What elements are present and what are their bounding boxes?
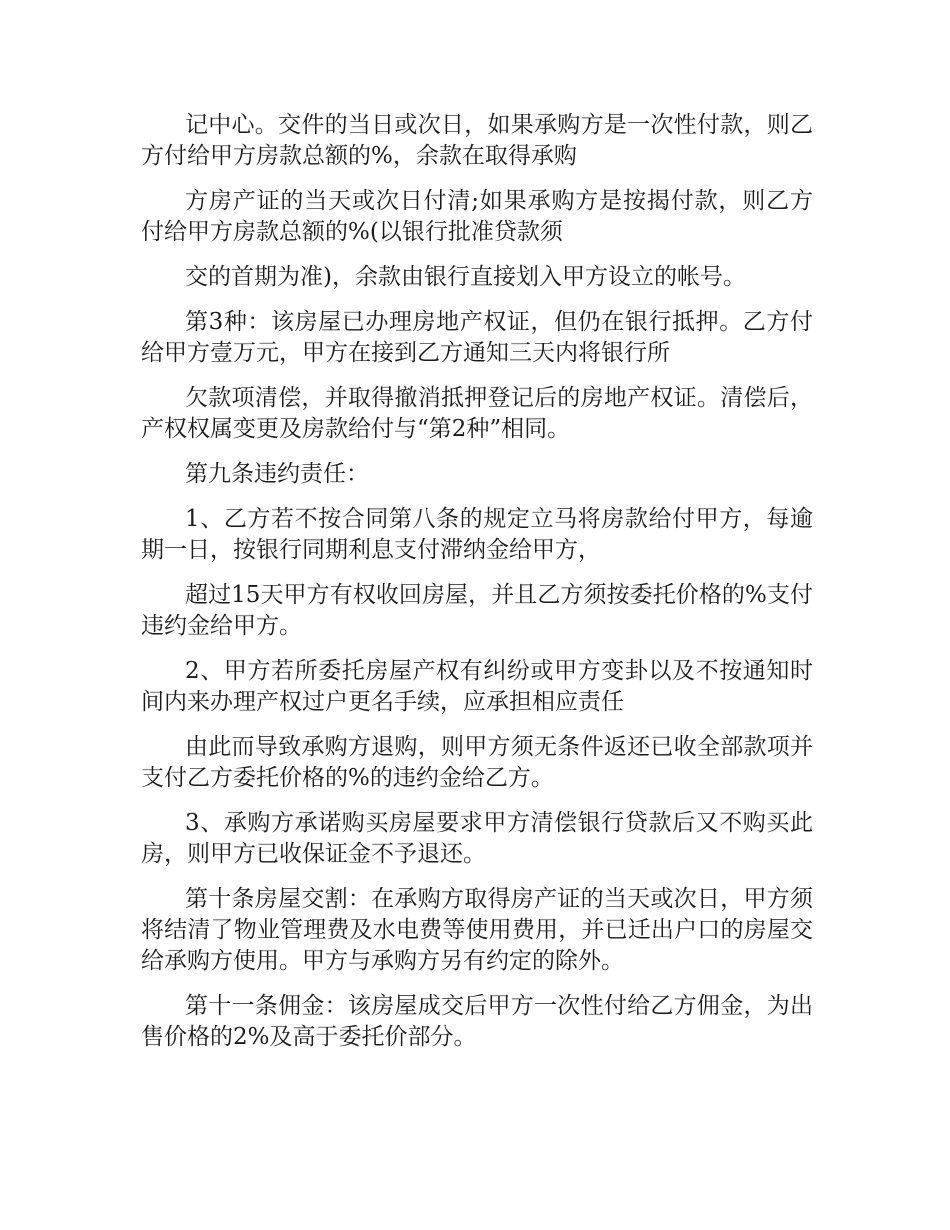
paragraph-4: 第3种：该房屋已办理房地产权证，但仍在银行抵押。乙方付给甲方壹万元，甲方在接到乙方通知三天内将银行所 [141, 309, 813, 366]
paragraph-5: 欠款项清偿，并取得撤消抵押登记后的房地产权证。清偿后，产权权属变更及房款给付与“第2种”相同。 [141, 385, 813, 442]
paragraph-13: 第十一条佣金：该房屋成交后甲方一次性付给乙方佣金，为出售价格的2%及高于委托价部分。 [141, 993, 813, 1050]
paragraph-6: 第九条违约责任： [185, 461, 369, 487]
paragraph-3: 交的首期为准)，余款由银行直接划入甲方设立的帐号。 [185, 264, 746, 290]
paragraph-1: 记中心。交件的当日或次日，如果承购方是一次性付款，则乙方付给甲方房款总额的%，余款在取得承购 [141, 112, 813, 169]
document-body [141, 110, 813, 1067]
paragraph-10: 由此而导致承购方退购，则甲方须无条件返还已收全部款项并支付乙方委托价格的%的违约金给乙方。 [141, 734, 813, 791]
paragraph-9: 2、甲方若所委托房屋产权有纠纷或甲方变卦以及不按通知时间内来办理产权过户更名手续，应承担相应责任 [141, 658, 813, 715]
paragraph-7: 1、乙方若不按合同第八条的规定立马将房款给付甲方，每逾期一日，按银行同期利息支付滞纳金给甲方， [141, 506, 813, 563]
paragraph-2: 方房产证的当天或次日付清;如果承购方是按揭付款，则乙方付给甲方房款总额的%(以银行批准贷款须 [141, 188, 813, 245]
paragraph-12: 第十条房屋交割：在承购方取得房产证的当天或次日，甲方须将结清了物业管理费及水电费等使用费用，并已迁出户口的房屋交给承购方使用。甲方与承购方另有约定的除外。 [141, 886, 813, 974]
paragraph-8: 超过15天甲方有权收回房屋，并且乙方须按委托价格的%支付违约金给甲方。 [141, 582, 813, 639]
paragraph-11: 3、承购方承诺购买房屋要求甲方清偿银行贷款后又不购买此房，则甲方已收保证金不予退还。 [141, 810, 813, 867]
